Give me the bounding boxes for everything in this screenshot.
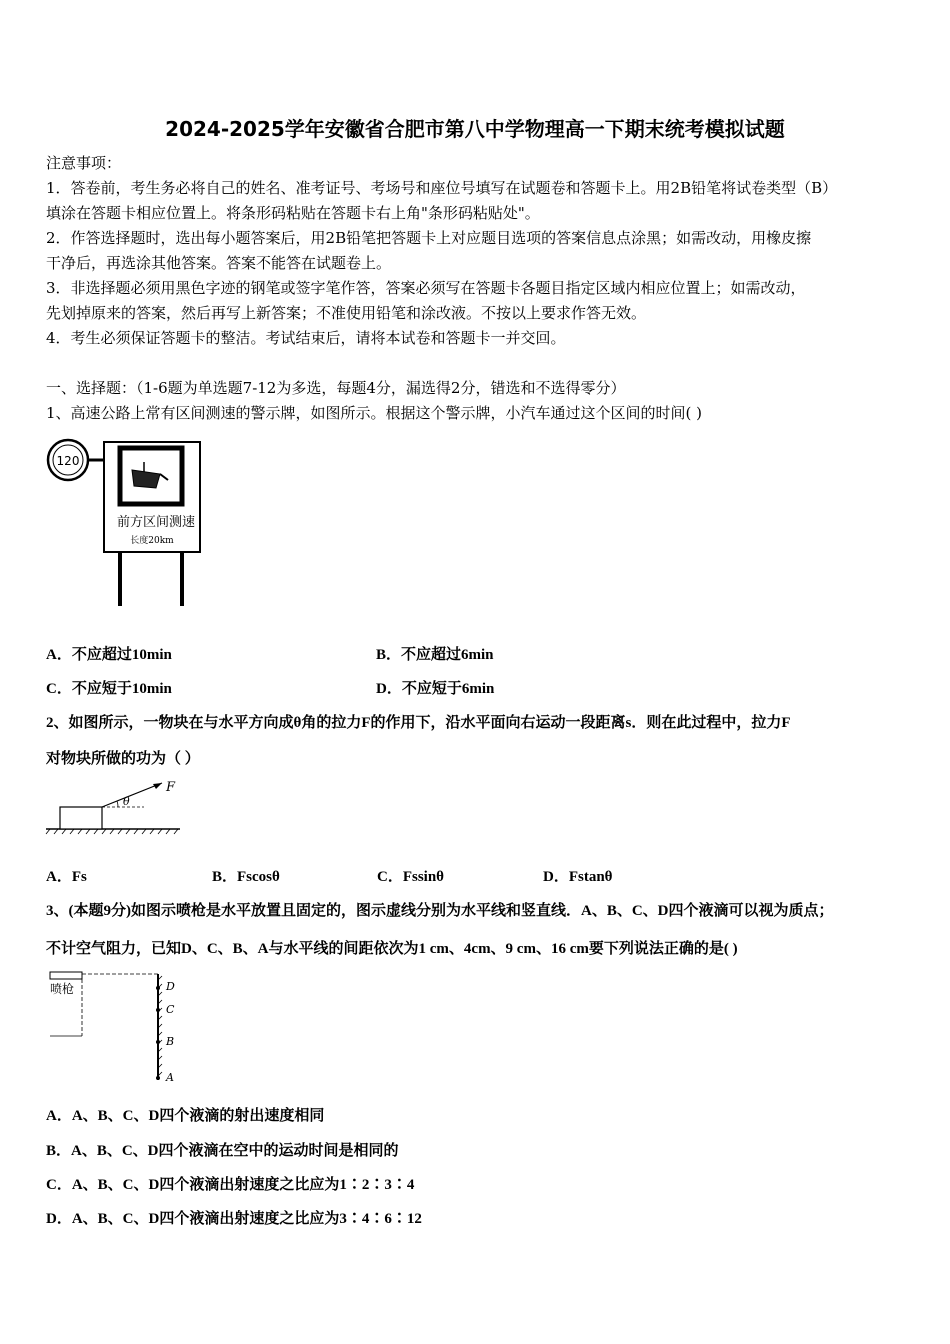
label-a: A bbox=[166, 1071, 174, 1084]
q3-option-b: B．A、B、C、D四个液滴在空中的运动时间是相同的 bbox=[46, 1143, 399, 1159]
speed-limit-label: 120 bbox=[56, 454, 80, 468]
block bbox=[60, 807, 102, 829]
q3-option-d: D．A、B、C、D四个液滴出射速度之比应为3∶4∶6∶12 bbox=[46, 1211, 422, 1227]
q3-option-a: A．A、B、C、D四个液滴的射出速度相同 bbox=[46, 1108, 325, 1124]
q3-stem-line2: 不计空气阻力，已知D、C、B、A与水平线的间距依次为1 cm、4cm、9 cm、16 cm要下列说法正确的是( ) bbox=[46, 941, 738, 957]
q1-figure bbox=[44, 436, 214, 611]
q1-option-b: B．不应超过6min bbox=[376, 647, 494, 663]
q2-option-a: A．Fs bbox=[46, 869, 87, 885]
q2-stem-line1: 2、如图所示，一物块在与水平方向成θ角的拉力F的作用下，沿水平面向右运动一段距离s．则在此过程中，拉力F bbox=[46, 715, 791, 731]
gun-label: 喷枪 bbox=[50, 982, 75, 996]
q1-option-d: D．不应短于6min bbox=[376, 681, 495, 697]
notice-line: 2．作答选择题时，选出每小题答案后，用2B铅笔把答题卡上对应题目选项的答案信息点涂黑；如需改动，用橡皮擦 bbox=[46, 229, 812, 247]
drop-a bbox=[156, 1076, 160, 1080]
drop-c bbox=[156, 1008, 160, 1012]
notice-line: 先划掉原来的答案，然后再写上新答案；不准使用铅笔和涂改液。不按以上要求作答无效。 bbox=[46, 304, 647, 322]
notice-line: 填涂在答题卡相应位置上。将条形码粘贴在答题卡右上角"条形码粘贴处"。 bbox=[46, 204, 540, 222]
label-c: C bbox=[166, 1003, 175, 1016]
notice-line: 干净后，再选涂其他答案。答案不能答在试题卷上。 bbox=[46, 254, 392, 272]
q1-option-c: C．不应短于10min bbox=[46, 681, 172, 697]
label-b: B bbox=[166, 1035, 175, 1048]
sign-length: 长度20km bbox=[130, 536, 174, 546]
spray-gun bbox=[50, 972, 82, 979]
page-title: 2024-2025学年安徽省合肥市第八中学物理高一下期末统考模拟试题 bbox=[165, 117, 785, 141]
q2-figure bbox=[44, 777, 184, 835]
notice-line: 3．非选择题必须用黑色字迹的钢笔或签字笔作答，答案必须写在答题卡各题目指定区域内相应位置上；如需改动， bbox=[46, 279, 806, 297]
force-label: F bbox=[166, 780, 176, 795]
q3-option-c: C．A、B、C、D四个液滴出射速度之比应为1∶2∶3∶4 bbox=[46, 1177, 415, 1193]
q2-stem-line2: 对物块所做的功为（ ） bbox=[46, 751, 200, 767]
q3-figure bbox=[44, 968, 194, 1088]
q1-stem: 1、高速公路上常有区间测速的警示牌，如图所示。根据这个警示牌，小汽车通过这个区间的时间( ) bbox=[46, 404, 703, 422]
notice-line: 4．考生必须保证答题卡的整洁。考试结束后，请将本试卷和答题卡一并交回。 bbox=[46, 329, 566, 347]
angle-label: θ bbox=[123, 795, 130, 808]
notice-heading: 注意事项： bbox=[46, 154, 122, 172]
label-d: D bbox=[166, 980, 175, 993]
q1-option-a: A．不应超过10min bbox=[46, 647, 172, 663]
section-heading: 一、选择题：（1-6题为单选题7-12为多选，每题4分，漏选得2分，错选和不选得零分） bbox=[46, 379, 626, 397]
q2-option-d: D．Fstanθ bbox=[543, 869, 613, 885]
sign-title: 前方区间测速 bbox=[116, 515, 196, 530]
q2-option-c: C．Fssinθ bbox=[377, 869, 445, 885]
drop-d bbox=[156, 986, 160, 990]
notice-line: 1．答卷前，考生务必将自己的姓名、准考证号、考场号和座位号填写在试题卷和答题卡上。用2B铅笔将试卷类型（B） bbox=[46, 179, 838, 197]
q3-stem-line1: 3、(本题9分)如图示喷枪是水平放置且固定的，图示虚线分别为水平线和竖直线．A、B、C、D四个液滴可以视为质点； bbox=[46, 903, 834, 919]
q2-option-b: B．Fscosθ bbox=[212, 869, 280, 885]
drop-b bbox=[156, 1040, 160, 1044]
